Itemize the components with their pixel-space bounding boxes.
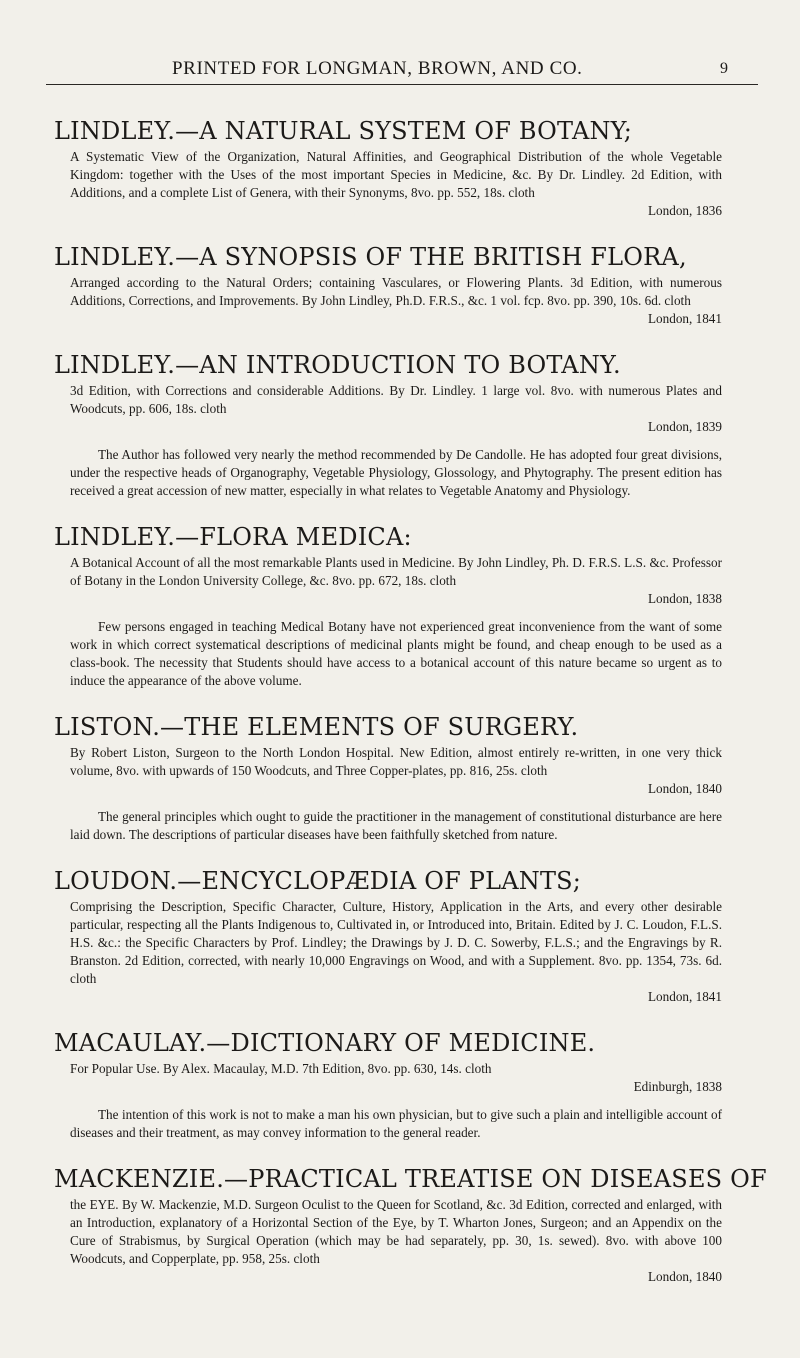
entry-note: Few persons engaged in teaching Medical Botany have not experienced great inconvenience from the want of some work in which correct systematical descriptions of medicinal plants might be found, and cheap enough to be used as a class-book. The necessity that Students should have access to a botanical account of this nature became so urgent as to induce the appearance of the above volume. [70,619,722,688]
entry-heading: MACKENZIE.—PRACTICAL TREATISE ON DISEASES OF [54,1165,767,1193]
entry-imprint: London, 1839 [648,419,722,434]
entry-heading: LOUDON.—ENCYCLOPÆDIA OF PLANTS; [54,867,582,895]
entry-heading: LISTON.—THE ELEMENTS OF SURGERY. [54,713,579,741]
entry-description: the EYE. By W. Mackenzie, M.D. Surgeon Oculist to the Queen for Scotland, &c. 3d Edition, corrected and enlarged, with an Introduction, explanatory of a Horizontal Section of the Eye, by T. Wharton Jones, Surgeon; and an Appendix on the Cure of Strabismus, by Surgical Operation (which may be had separately, pp. 30, 1s. sewed). 8vo. with above 100 Woodcuts, and Copperplate, pp. 958, 25s. cloth [70,1197,722,1266]
entry-lindley-natural-system [56,116,722,220]
entry-description: A Systematic View of the Organization, Natural Affinities, and Geographical Distribution of the whole Vegetable Kingdom: together with the Uses of the most important Species in Medicine, &c. By Dr. Lindley. 2d Edition, with Additions, and a complete List of Genera, with their Synonyms, 8vo. pp. 552, 18s. cloth [70,149,722,200]
entry-note: The intention of this work is not to make a man his own physician, but to give such a plain and intelligible account of diseases and their treatment, as may convey information to the general reader. [70,1107,722,1140]
entry-loudon-encyclopaedia [56,866,722,1006]
entry-lindley-british-flora [56,242,722,328]
catalogue-entries [54,86,767,1286]
entry-note: The general principles which ought to guide the practitioner in the management of constitutional disturbance are here laid down. The descriptions of particular diseases have been faithfully sketched from nature. [70,809,722,842]
entry-heading: LINDLEY.—A SYNOPSIS OF THE BRITISH FLORA, [54,243,687,271]
header-rule [46,84,758,85]
entry-imprint: London, 1841 [648,989,722,1004]
running-head [56,0,728,86]
entry-lindley-flora-medica [56,522,722,690]
running-title: PRINTED FOR LONGMAN, BROWN, AND CO. [172,58,583,79]
entry-description: For Popular Use. By Alex. Macaulay, M.D. 7th Edition, 8vo. pp. 630, 14s. cloth [70,1061,492,1076]
entry-imprint: London, 1838 [648,591,722,606]
entry-imprint: London, 1840 [648,781,722,796]
entry-imprint: London, 1841 [648,311,722,326]
entry-imprint: London, 1840 [648,1269,722,1284]
entry-heading: MACAULAY.—DICTIONARY OF MEDICINE. [54,1029,596,1057]
entry-description: By Robert Liston, Surgeon to the North London Hospital. New Edition, almost entirely re-written, in one very thick volume, 8vo. with upwards of 150 Woodcuts, and Three Copper-plates, pp. 816, 25s. cloth [70,745,722,778]
entry-description: A Botanical Account of all the most remarkable Plants used in Medicine. By John Lindley, Ph. D. F.R.S. L.S. &c. Professor of Botany in the London University College, &c. 8vo. pp. 672, 18s. cloth [70,555,722,588]
entry-lindley-introduction [56,350,722,500]
entry-description: Comprising the Description, Specific Character, Culture, History, Application in the Arts, and every other desirable particular, respecting all the Plants Indigenous to, Cultivated in, or Introduced into, Britain. Edited by J. C. Loudon, F.L.S. H.S. &c.: the Specific Characters by Prof. Lindley; the Drawings by J. D. C. Sowerby, F.L.S.; and the Engravings by R. Branston. 2d Edition, corrected, with nearly 10,000 Engravings on Wood, and with a Supplement. 8vo. pp. 1354, 73s. 6d. cloth [70,899,722,986]
entry-description: 3d Edition, with Corrections and considerable Additions. By Dr. Lindley. 1 large vol. 8vo. with numerous Plates and Woodcuts, pp. 606, 18s. cloth [70,383,722,416]
page-number: 9 [720,60,728,77]
entry-heading: LINDLEY.—A NATURAL SYSTEM OF BOTANY; [54,117,633,145]
entry-mackenzie-treatise [54,1164,767,1286]
entry-macaulay-dictionary [56,1028,722,1142]
entry-note: The Author has followed very nearly the method recommended by De Candolle. He has adopted four great divisions, under the respective heads of Organography, Vegetable Physiology, Glossology, and Phytography. The present edition has received a great accession of new matter, especially in what relates to Vegetable Anatomy and Physiology. [70,447,722,498]
entry-heading: LINDLEY.—FLORA MEDICA: [54,523,412,551]
entry-heading: LINDLEY.—AN INTRODUCTION TO BOTANY. [54,351,621,379]
entry-imprint: London, 1836 [648,203,722,218]
entry-imprint: Edinburgh, 1838 [633,1079,722,1094]
entry-liston-surgery [56,712,722,844]
entry-description: Arranged according to the Natural Orders; containing Vasculares, or Flowering Plants. 3d Edition, with numerous Additions, Corrections, and Improvements. By John Lindley, Ph.D. F.R.S., &c. 1 vol. fcp. 8vo. pp. 390, 10s. 6d. cloth [70,275,722,308]
